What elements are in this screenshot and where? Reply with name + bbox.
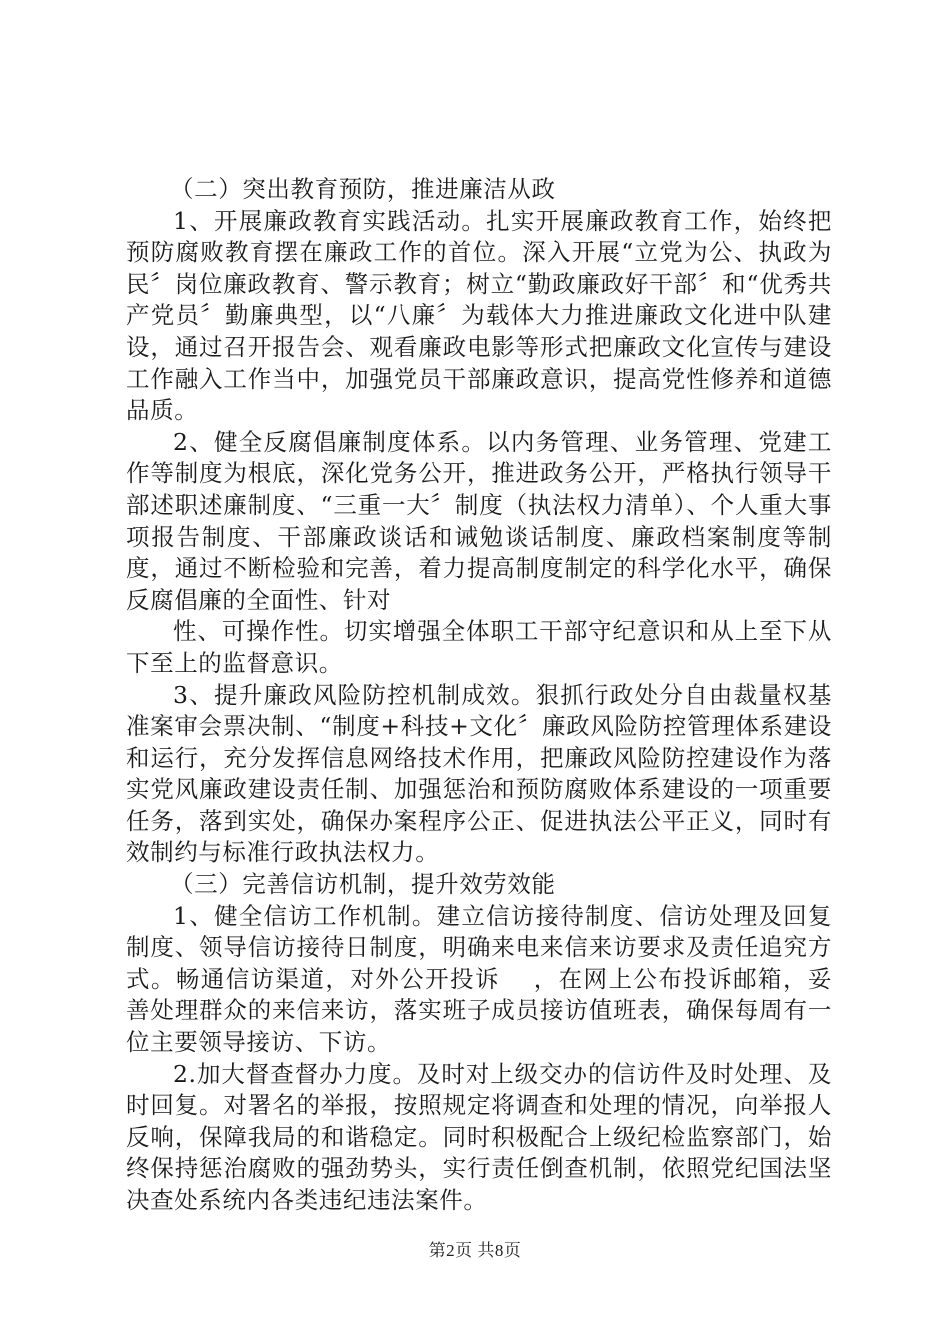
paragraph-continuation: 性、可操作性。切实增强全体职工干部守纪意识和从上至下从下至上的监督意识。	[126, 617, 832, 677]
paragraph: 2.加大督查督办力度。及时对上级交办的信访件及时处理、及时回复。对署名的举报，按照规定将调查和处理的情况，向举报人反响，保障我局的和谐稳定。同时积极配合上级纪检监察部门，始终保持惩治腐败的强劲势头，实行责任倒查机制，依照党纪国法坚决查处系统内各类违纪违法案件。	[126, 1059, 832, 1214]
paragraph: 3、提升廉政风险防控机制成效。狠抓行政处分自由裁量权基准案审会票决制、“制度+科技+文化〞廉政风险防控管理体系建设和运行，充分发挥信息网络技术作用，把廉政风险防控建设作为落实党风廉政建设责任制、加强惩治和预防腐败体系建设的一项重要任务，落到实处，确保办案程序公正、促进执法公平正义，同时有效制约与标准行政执法权力。	[126, 680, 832, 867]
paragraph: 2、健全反腐倡廉制度体系。以内务管理、业务管理、党建工作等制度为根底，深化党务公开，推进政务公开，严格执行领导干部述职述廉制度、“三重一大〞制度（执法权力清单）、个人重大事项报告制度、干部廉政谈话和诫勉谈话制度、廉政档案制度等制度，通过不断检验和完善，着力提高制度制定的科学化水平，确保反腐倡廉的全面性、针对	[126, 427, 832, 614]
document-body	[126, 174, 832, 1217]
paragraph: 1、健全信访工作机制。建立信访接待制度、信访处理及回复制度、领导信访接待日制度，明确来电来信来访要求及责任追究方式。畅通信访渠道，对外公开投诉 ，在网上公布投诉邮箱，妥善处理群众的来信来访，落实班子成员接访值班表，确保每周有一位主要领导接访、下访。	[126, 901, 832, 1057]
page-number-footer: 第2页 共8页	[428, 1241, 522, 1260]
section-heading: （二）突出教育预防，推进廉洁从政	[170, 175, 556, 203]
section-heading: （三）完善信访机制，提升效劳效能	[170, 870, 556, 899]
paragraph: 1、开展廉政教育实践活动。扎实开展廉政教育工作，始终把预防腐败教育摆在廉政工作的首位。深入开展“立党为公、执政为民〞岗位廉政教育、警示教育；树立“勤政廉政好干部〞和“优秀共产党员〞勤廉典型，以“八廉〞为载体大力推进廉政文化进中队建设，通过召开报告会、观看廉政电影等形式把廉政文化宣传与建设工作融入工作当中，加强党员干部廉政意识，提高党性修养和道德品质。	[126, 206, 832, 425]
